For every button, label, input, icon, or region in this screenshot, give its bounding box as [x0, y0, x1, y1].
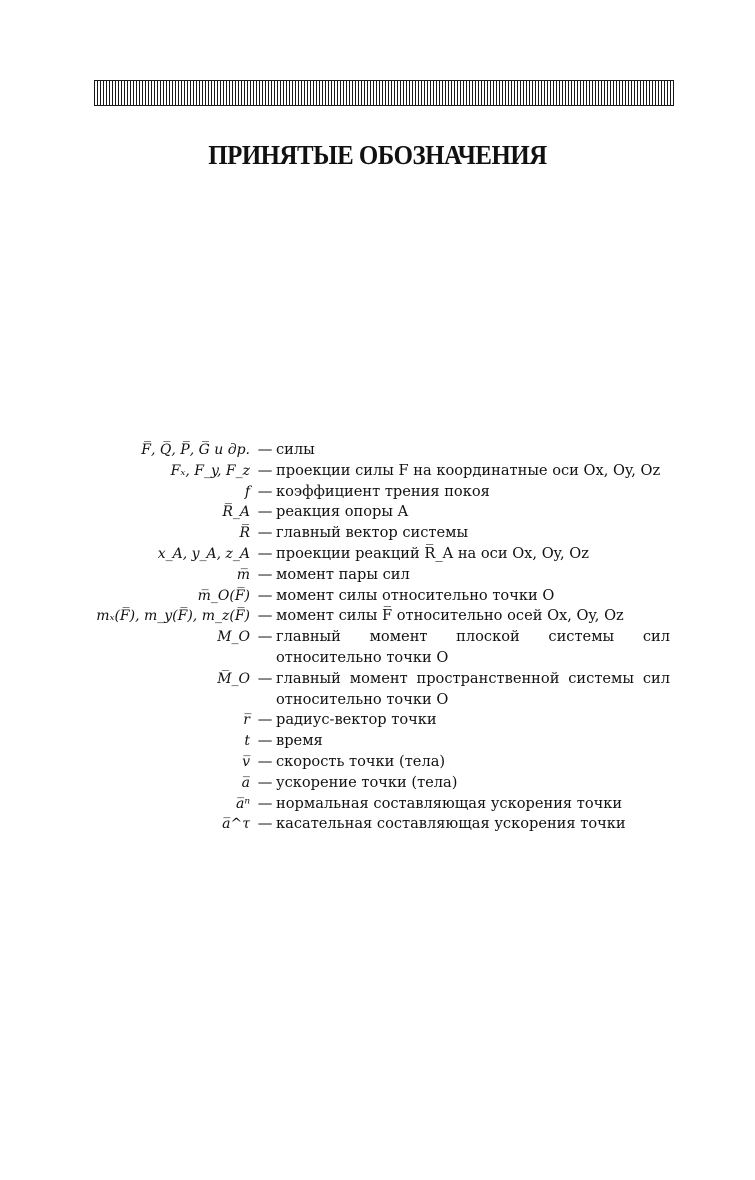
notation-description: радиус-вектор точки: [276, 711, 437, 729]
notation-row: [90, 627, 690, 669]
dash: —: [257, 711, 273, 729]
notation-symbol: R̅_A: [222, 504, 250, 521]
dash: —: [257, 752, 273, 770]
notation-description: касательная составляющая ускорения точки: [276, 815, 626, 833]
dash: —: [257, 544, 273, 562]
dash: —: [257, 524, 273, 542]
notation-description: главный момент плоской системы сил относительно точки O: [276, 628, 670, 666]
notation-row: [90, 669, 690, 711]
notation-symbol: a̅: [241, 774, 250, 791]
notation-row: [90, 773, 690, 794]
notation-symbol: Fₓ, F_y, F_z: [170, 462, 250, 479]
notation-description: реакция опоры A: [276, 503, 409, 521]
notation-description: момент силы F̅ относительно осей Ox, Oy, Oz: [276, 607, 624, 625]
notation-description: проекции реакций R̅_A на оси Ox, Oy, Oz: [276, 544, 589, 562]
notation-symbol: t: [244, 733, 250, 750]
notation-symbol: a̅ⁿ: [235, 795, 250, 812]
notation-symbol: m̅_O(F̅): [197, 587, 250, 604]
notation-symbol: a̅^τ: [222, 816, 250, 833]
notation-row: [90, 794, 690, 815]
notation-row: [90, 752, 690, 773]
dash: —: [257, 773, 273, 791]
notation-symbol: m̅: [236, 566, 250, 583]
notation-symbol: f: [244, 483, 250, 500]
notation-row: [90, 502, 690, 523]
dash: —: [257, 669, 273, 687]
dash: —: [257, 815, 273, 833]
notation-row: [90, 523, 690, 544]
notation-list: [90, 440, 690, 835]
page-title: ПРИНЯТЫЕ ОБОЗНАЧЕНИЯ: [208, 140, 547, 170]
dash: —: [257, 794, 273, 812]
dash: —: [257, 565, 273, 583]
notation-description: силы: [276, 441, 315, 458]
decorative-header-rule: [94, 80, 674, 106]
notation-description: нормальная составляющая ускорения точки: [276, 794, 623, 812]
dash: —: [257, 586, 273, 604]
notation-row: [90, 586, 690, 607]
notation-row: [90, 814, 690, 835]
dash: —: [257, 503, 273, 521]
notation-description: ускорение точки (тела): [276, 773, 458, 791]
notation-symbol: R̅: [239, 525, 250, 542]
notation-description: главный вектор системы: [276, 524, 469, 542]
dash: —: [257, 607, 273, 625]
notation-symbol: v̅: [242, 753, 250, 770]
notation-row: [90, 606, 690, 627]
dash: —: [257, 482, 273, 500]
notation-description: скорость точки (тела): [276, 752, 446, 770]
notation-row: [90, 731, 690, 752]
notation-symbol: mₓ(F̅), m_y(F̅), m_z(F̅): [96, 608, 250, 625]
notation-row: [90, 461, 690, 482]
dash: —: [257, 441, 273, 458]
notation-symbol: x_A, y_A, z_A: [157, 545, 250, 562]
notation-row: [90, 544, 690, 565]
dash: —: [257, 732, 273, 750]
notation-description: главный момент пространственной системы сил относительно точки O: [276, 669, 670, 708]
dash: —: [257, 461, 273, 479]
notation-description: момент пары сил: [276, 565, 410, 583]
notation-row: [90, 440, 690, 461]
notation-symbol: M̅_O: [217, 670, 250, 687]
notation-row: [90, 482, 690, 503]
dash: —: [257, 628, 273, 646]
notation-symbol: F̅, Q̅, P̅, G̅ и др.: [141, 442, 250, 458]
notation-symbol: M_O: [217, 629, 250, 646]
notation-description: время: [276, 732, 323, 750]
notation-description: коэффициент трения покоя: [276, 482, 490, 500]
notation-symbol: r̅: [243, 712, 250, 729]
notation-description: момент силы относительно точки O: [276, 586, 555, 604]
notation-row: [90, 565, 690, 586]
notation-description: проекции силы F на координатные оси Ox, Oy, Oz: [276, 461, 661, 479]
notation-row: [90, 710, 690, 731]
